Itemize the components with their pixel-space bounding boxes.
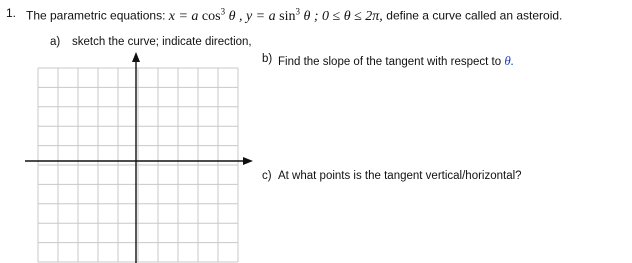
part-b-question: Find the slope of the tangent with respect to <box>278 56 502 68</box>
grid-lines <box>38 68 238 262</box>
part-c-label: c) <box>262 170 272 182</box>
theta-symbol: θ. <box>504 53 514 68</box>
question-lead: The parametric equations: <box>26 8 166 23</box>
part-c-text: At what points is the tangent vertical/horizontal? <box>278 170 522 182</box>
question-number: 1. <box>6 6 17 20</box>
cos-function: cos <box>201 8 221 24</box>
sin-function: sin <box>279 8 296 24</box>
part-a-text: sketch the curve; indicate direction, <box>72 36 252 48</box>
question-tail: define a curve called an asteroid. <box>386 8 563 23</box>
equation-x-lhs: x = a <box>168 8 199 24</box>
equation-y-rhs: θ ; 0 ≤ θ ≤ 2π, <box>303 8 383 24</box>
cos-exponent: 3 <box>220 6 226 16</box>
part-a-label: a) <box>50 36 61 48</box>
sin-exponent: 3 <box>295 6 300 16</box>
x-axis-arrowhead <box>243 157 253 165</box>
part-b-label: b) <box>262 53 273 65</box>
y-axis-arrowhead <box>132 52 140 62</box>
equation-x-rhs: θ , y = a <box>228 8 276 24</box>
